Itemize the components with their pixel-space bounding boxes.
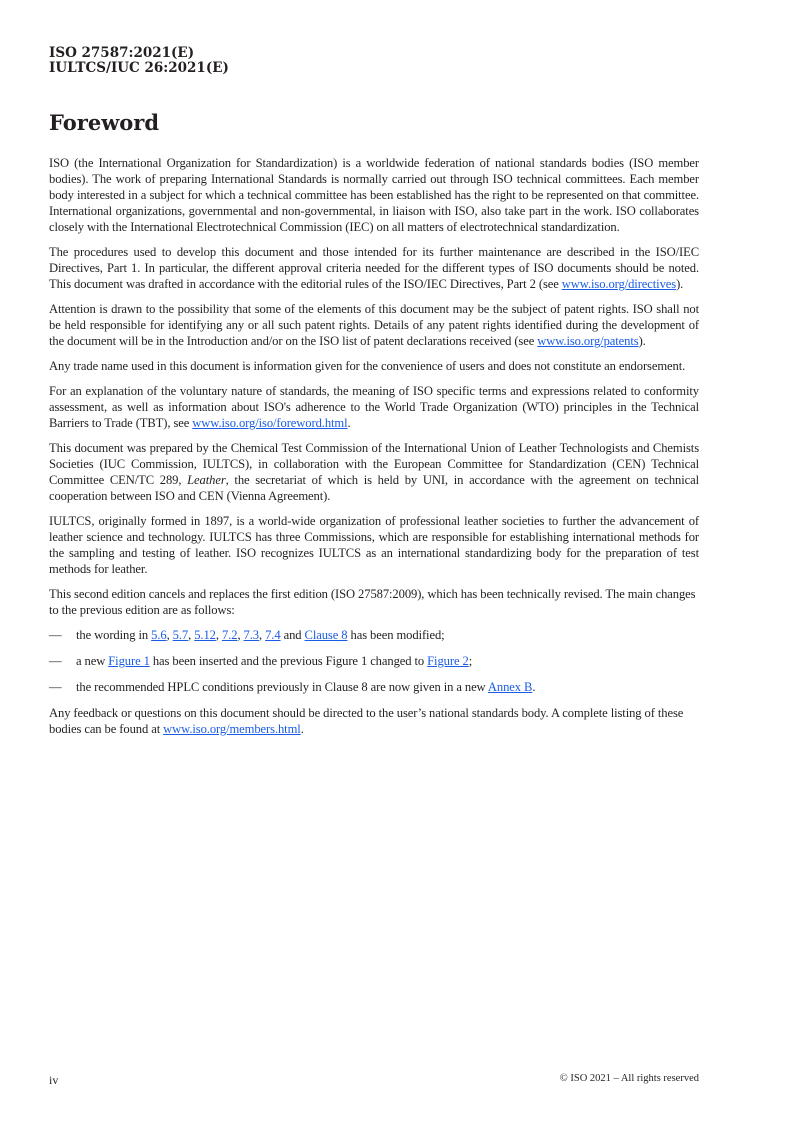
paragraph-feedback: Any feedback or questions on this document should be directed to the user’s national standards body. A complete listing of these bodies can be found at www.iso.org/members.html. — [49, 706, 684, 736]
clause-5-12-link[interactable]: 5.12 — [194, 628, 216, 642]
change-list-item: — the recommended HPLC conditions previously in Clause 8 are now given in a new Annex B. — [49, 680, 536, 694]
standard-number: ISO 27587:2021(E) — [49, 45, 195, 61]
document-header — [49, 46, 229, 76]
clause-7-4-link[interactable]: 7.4 — [265, 628, 281, 642]
members-link[interactable]: www.iso.org/members.html — [163, 722, 301, 736]
paragraph-trade-name: Any trade name used in this document is information given for the convenience of users and does not constitute an endorsement. — [49, 359, 686, 373]
figure-2-link[interactable]: Figure 2 — [427, 654, 469, 668]
patents-link[interactable]: www.iso.org/patents — [537, 334, 639, 348]
clause-5-6-link[interactable]: 5.6 — [151, 628, 167, 642]
paragraph-voluntary-nature: For an explanation of the voluntary nature of standards, the meaning of ISO specific terms and expressions related to conformity assessment, as well as information about ISO's adherence to the World Trade Organization (WTO) principles in the Technical Barriers to Trade (TBT), see www.iso.org/iso/foreword.html. — [49, 384, 699, 430]
paragraph-prepared-by: This document was prepared by the Chemical Test Commission of the International Union of Leather Technologists and Chemists Societies (IUC Commission, IULTCS), in collaboration with the European Committee for Standardization (CEN) Technical Committee CEN/TC 289, Leather, the secretariat of which is held by UNI, in accordance with the agreement on technical cooperation between ISO and CEN (Vienna Agreement). — [49, 441, 699, 503]
paragraph-patents: Attention is drawn to the possibility that some of the elements of this document may be the subject of patent rights. ISO shall not be held responsible for identifying any or all such patent rights. Details of any patent rights identified during the development of the document will be in the Introduction and/or on the ISO list of patent declarations received (see www.iso.org/patents). — [49, 302, 699, 348]
foreword-link[interactable]: www.iso.org/iso/foreword.html — [192, 416, 348, 430]
paragraph-second-edition: This second edition cancels and replaces the first edition (ISO 27587:2009), which has been technically revised. The main changes to the previous edition are as follows: — [49, 587, 696, 617]
paragraph-iultcs: IULTCS, originally formed in 1897, is a world-wide organization of professional leather societies to further the advancement of leather science and technology. IULTCS has three Commissions, which are responsible for establishing international methods for the sampling and testing of leather. ISO recognizes IULTCS as an international standardizing body for the preparation of test methods for leather. — [49, 514, 699, 576]
change-list-item: — the wording in 5.6, 5.7, 5.12, 7.2, 7.3, 7.4 and Clause 8 has been modified; — [49, 628, 445, 642]
clause-5-7-link[interactable]: 5.7 — [172, 628, 189, 642]
annex-b-link[interactable]: Annex B — [487, 680, 533, 694]
dash-bullet: — — [49, 654, 62, 668]
page-footer — [49, 1073, 699, 1088]
dash-bullet: — — [49, 628, 62, 642]
iultcs-number: IULTCS/IUC 26:2021(E) — [49, 60, 229, 76]
paragraph-iso-intro: ISO (the International Organization for Standardization) is a worldwide federation of national standards bodies (ISO member bodies). The work of preparing International Standards is normally carried out through ISO technical committees. Each member body interested in a subject for which a technical committee has been established has the right to be represented on that committee. International organizations, governmental and non-governmental, in liaison with ISO, also take part in the work. ISO collaborates closely with the International Electrotechnical Commission (IEC) on all matters of electrotechnical standardization. — [49, 156, 699, 234]
foreword-body — [49, 155, 699, 746]
figure-1-link[interactable]: Figure 1 — [108, 654, 150, 668]
clause-8-link[interactable]: Clause 8 — [304, 628, 348, 642]
directives-link[interactable]: www.iso.org/directives — [561, 277, 677, 291]
clause-7-2-link[interactable]: 7.2 — [221, 628, 238, 642]
clause-7-3-link[interactable]: 7.3 — [243, 628, 259, 642]
dash-bullet: — — [49, 680, 62, 694]
paragraph-procedures: The procedures used to develop this document and those intended for its further maintenance are described in the ISO/IEC Directives, Part 1. In particular, the different approval criteria needed for the different types of ISO documents should be noted. This document was drafted in accordance with the editorial rules of the ISO/IEC Directives, Part 2 (see www.iso.org/directives). — [49, 245, 699, 291]
copyright-notice: © ISO 2021 – All rights reserved — [559, 1073, 699, 1084]
page-number: iv — [49, 1073, 59, 1087]
page-title: Foreword — [49, 110, 160, 135]
change-list-item: — a new Figure 1 has been inserted and the previous Figure 1 changed to Figure 2; — [49, 654, 473, 668]
